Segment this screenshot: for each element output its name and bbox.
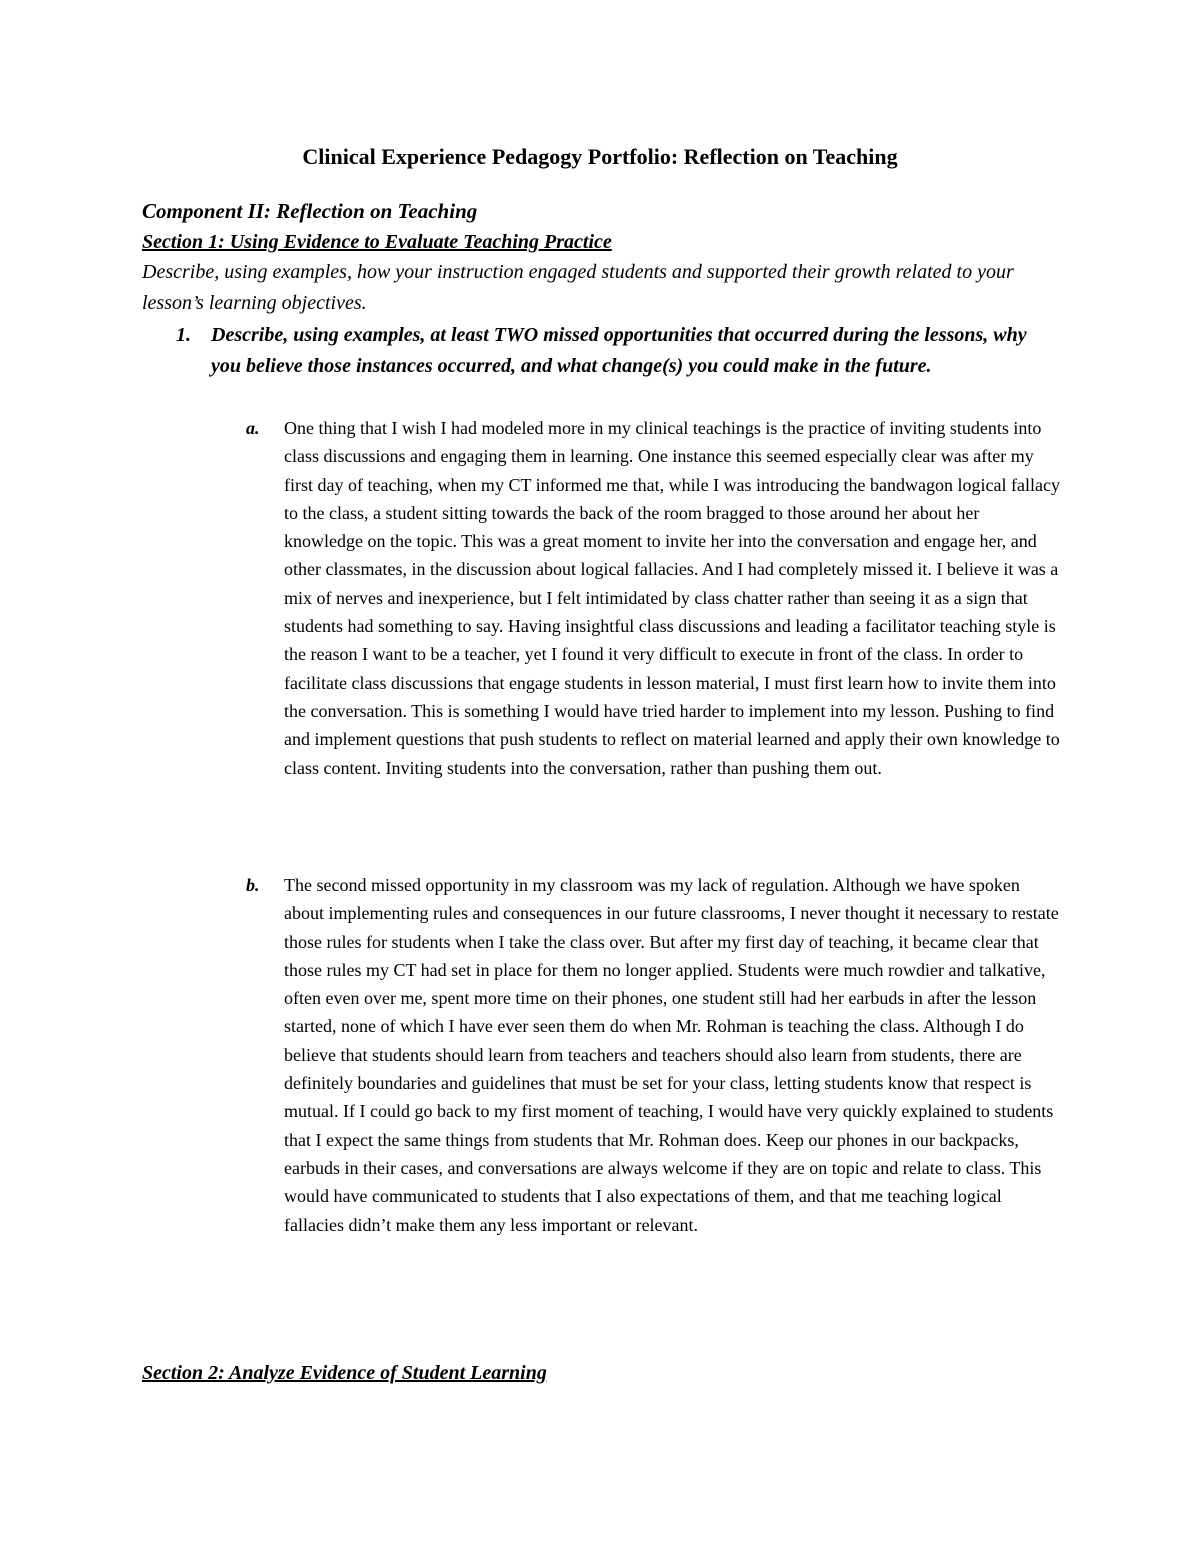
answer-b <box>246 871 1061 1239</box>
question-text: Describe, using examples, at least TWO missed opportunities that occurred during the lessons, why you believe those instances occurred, and what change(s) you could make in the future. <box>211 324 1027 377</box>
document-title: Clinical Experience Pedagogy Portfolio: Reflection on Teaching <box>302 144 898 169</box>
component-heading: Component II: Reflection on Teaching <box>142 199 478 223</box>
answer-letter: a. <box>246 418 260 438</box>
section-1-prompt: Describe, using examples, how your instruction engaged students and supported their growth related to your lesson’s learning objectives. <box>142 261 1014 314</box>
question-number: 1. <box>176 324 191 346</box>
answer-text: One thing that I wish I had modeled more in my clinical teachings is the practice of inviting students into class discussions and engaging them in learning. One instance this seemed especially clear was after my first day of teaching, when my CT informed me that, while I was introducing the bandwagon logical fallacy to the class, a student sitting towards the back of the room bragged to those around her about her knowledge on the topic. This was a great moment to invite her into the conversation and engage her, and other classmates, in the discussion about logical fallacies. And I had completely missed it. I believe it was a mix of nerves and inexperience, but I felt intimidated by class chatter rather than seeing it as a sign that students had something to say. Having insightful class discussions and leading a facilitator teaching style is the reason I want to be a teacher, yet I found it very difficult to execute in front of the class. In order to facilitate class discussions that engage students in lesson material, I must first learn how to invite them into the conversation. This is something I would have tried harder to implement into my lesson. Pushing to find and implement questions that push students to reflect on material learned and apply their own knowledge to class content. Inviting students into the conversation, rather than pushing them out. <box>284 418 1060 778</box>
answer-text: The second missed opportunity in my classroom was my lack of regulation. Although we have spoken about implementing rules and consequences in our future classrooms, I never thought it necessary to restate those rules for students when I take the class over. But after my first day of teaching, it became clear that those rules my CT had set in place for them no longer applied. Students were much rowdier and talkative, often even over me, spent more time on their phones, one student still had her earbuds in after the lesson started, none of which I have ever seen them do when Mr. Rohman is teaching the class. Although I do believe that students should learn from teachers and teachers should also learn from students, there are definitely boundaries and guidelines that must be set for your class, letting students know that respect is mutual. If I could go back to my first moment of teaching, I would have very quickly explained to students that I expect the same things from students that Mr. Rohman does. Keep our phones in our backpacks, earbuds in their cases, and conversations are always welcome if they are on topic and relate to class. This would have communicated to students that I also expectations of them, and that me teaching logical fallacies didn’t make them any less important or relevant. <box>284 875 1059 1235</box>
section-1-heading: Section 1: Using Evidence to Evaluate Teaching Practice <box>142 231 612 253</box>
question-1 <box>176 320 1056 382</box>
answer-letter: b. <box>246 875 260 895</box>
answer-a <box>246 414 1061 782</box>
section-2-heading: Section 2: Analyze Evidence of Student Learning <box>142 1362 547 1384</box>
